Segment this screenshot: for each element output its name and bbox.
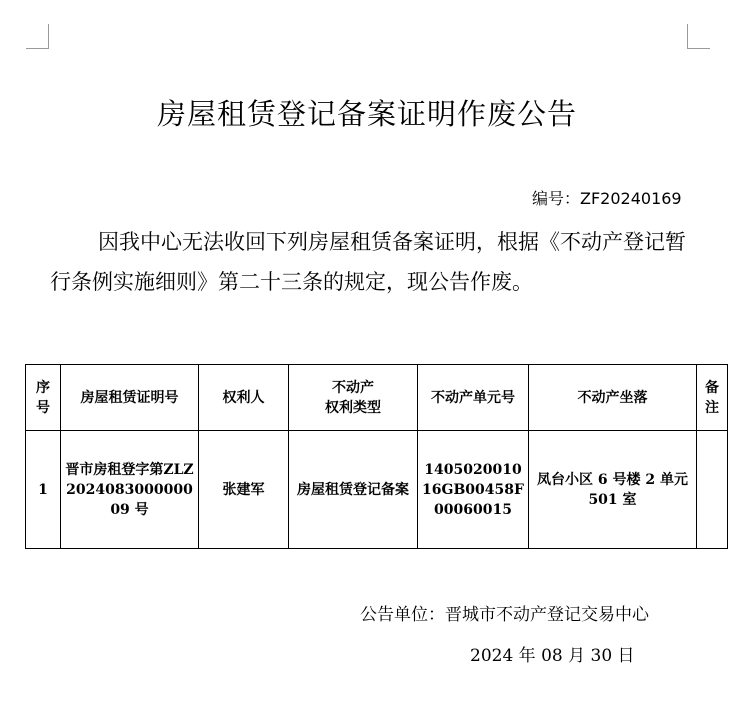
- document-number: 编号：ZF20240169: [532, 189, 682, 208]
- header-cert-no: 房屋租赁证明号: [61, 365, 199, 431]
- issue-date: 2024 年 08 月 30 日: [470, 646, 635, 666]
- records-table: [25, 364, 728, 549]
- announcement-body: 因我中心无法收回下列房屋租赁备案证明，根据《不动产登记暂行条例实施细则》第二十三条的规定，现公告作废。: [50, 230, 686, 294]
- table-row: [26, 431, 728, 549]
- header-holder: 权利人: [199, 365, 289, 431]
- header-seq: 序号: [26, 365, 61, 431]
- cell-unit-no: 140502001016GB00458F00060015: [418, 431, 529, 549]
- cell-location: 凤台小区 6 号楼 2 单元 501 室: [529, 431, 697, 549]
- header-location: 不动产坐落: [529, 365, 697, 431]
- cell-right-type: 房屋租赁登记备案: [289, 431, 418, 549]
- issuer-line: 公告单位：晋城市不动产登记交易中心: [360, 605, 649, 625]
- document-title: 房屋租赁登记备案证明作废公告: [156, 97, 577, 131]
- header-remark: 备注: [697, 365, 728, 431]
- cell-holder: 张建军: [199, 431, 289, 549]
- cell-remark: [697, 431, 728, 549]
- cell-seq: 1: [26, 431, 61, 549]
- page-corner-mark-top-left: [26, 24, 49, 49]
- page-corner-mark-top-right: [687, 24, 710, 49]
- cell-cert-no: 晋市房租登字第ZLZ202408300000009 号: [61, 431, 199, 549]
- header-unit-no: 不动产单元号: [418, 365, 529, 431]
- table-header-row: [26, 365, 728, 431]
- header-right-type: 不动产 权利类型: [289, 365, 418, 431]
